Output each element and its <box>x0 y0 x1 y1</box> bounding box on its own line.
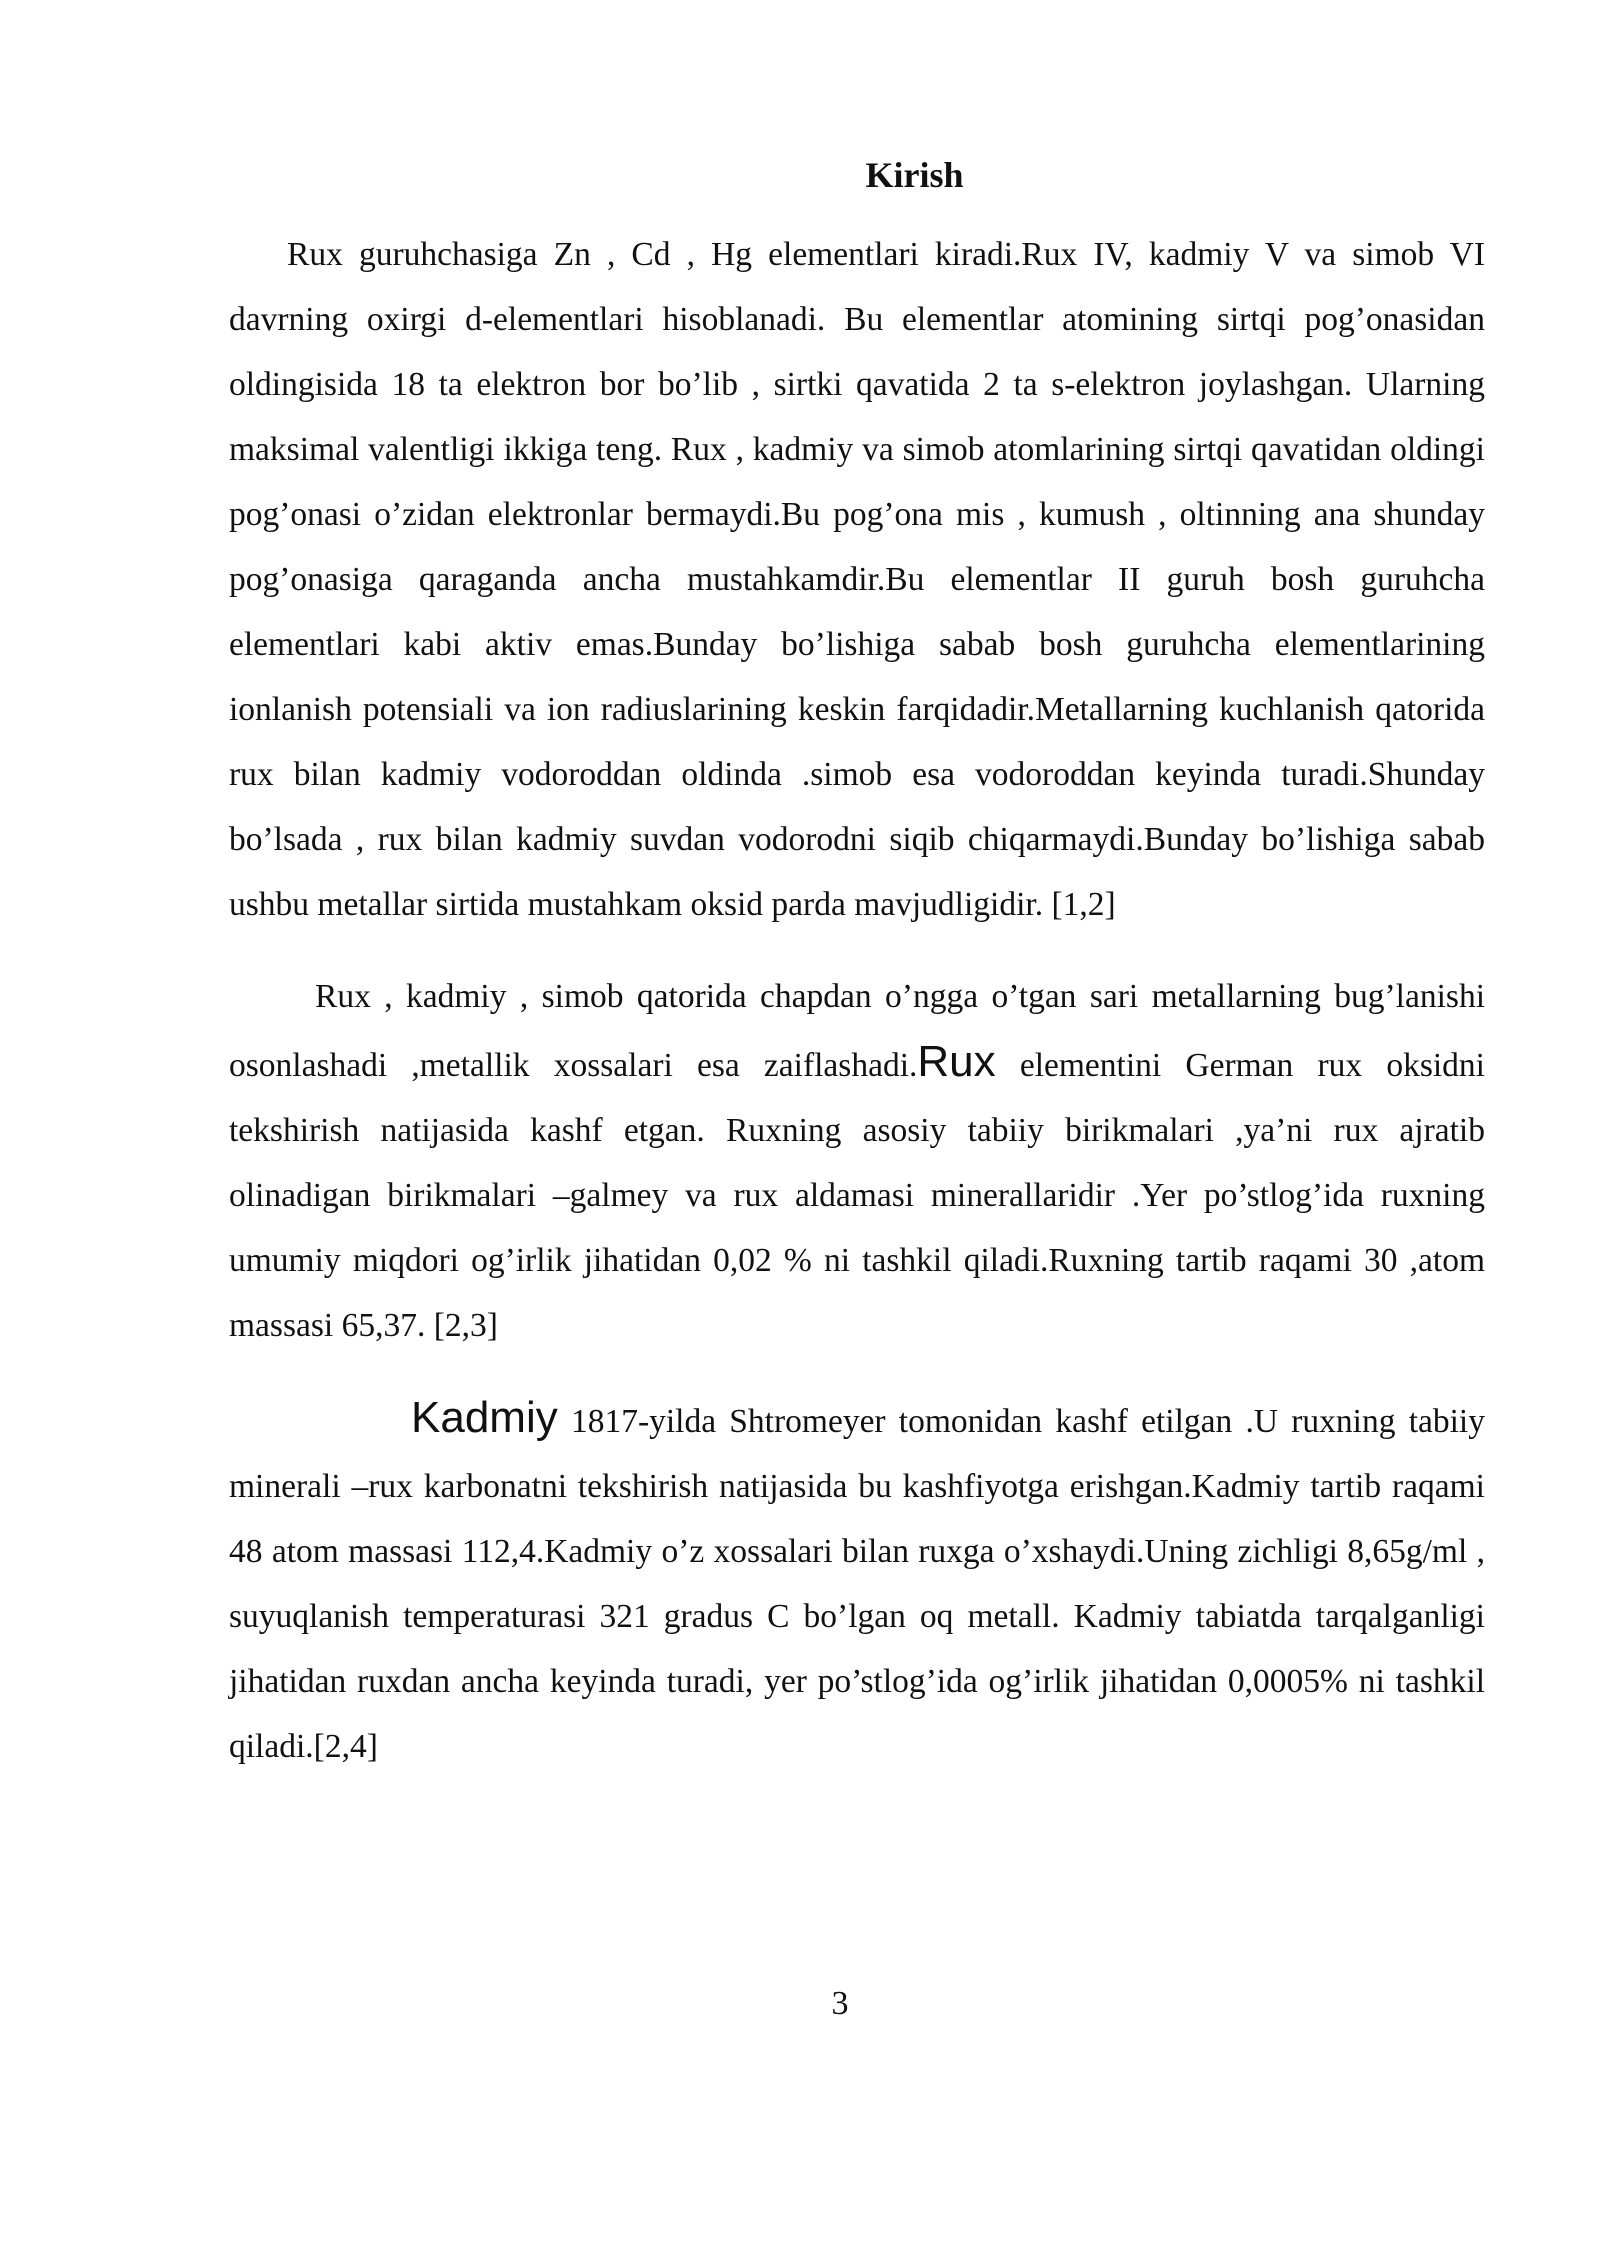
paragraph-cadmium-text: 1817-yilda Shtromeyer tomonidan kashf etilgan .U ruxning tabiiy minerali –rux karbonatni tekshirish natijasida bu kashfiyotga erishgan.Kadmiy tartib raqami 48 atom massasi 112,4.Kadmiy o’z xossalari bilan ruxga o’xshaydi.Uning zichligi 8,65g/ml , suyuqlanish temperaturasi 321 gradus C bo’lgan oq metall. Kadmiy tabiatda tarqalganligi jihatidan ruxdan ancha keyinda turadi, yer po’stlog’ida og’irlik jihatidan 0,0005% ni tashkil qiladi.[2,4] <box>229 1403 1485 1765</box>
paragraph-cadmium-big-word: Kadmiy <box>411 1393 558 1442</box>
page-number: 3 <box>831 1985 849 2022</box>
page-title: Kirish <box>865 155 964 195</box>
paragraph-zinc-text-end: elementini German rux oksidni tekshirish natijasida kashf etgan. Ruxning asosiy tabiiy birikmalari ,ya’ni rux ajratib olinadigan birikmalari –galmey va rux aldamasi minerallaridir .Yer po’stlog’ida ruxning umumiy miqdori og’irlik jihatidan 0,02 % ni tashkil qiladi.Ruxning tartib raqami 30 ,atom massasi 65,37. [2,3] <box>229 1047 1485 1344</box>
paragraph-zinc-text-start: Rux , kadmiy , simob qatorida chapdan o’ngga o’tgan sari metallarning bug’lanishi osonlashadi ,metallik xossalari esa zaiflashadi. <box>229 978 1485 1084</box>
paragraph-zinc-group: Rux guruhchasiga Zn , Cd , Hg elementlari kiradi.Rux IV, kadmiy V va simob VI davrning oxirgi d-elementlari hisoblanadi. Bu elementlar atomining sirtqi pog’onasidan oldingisida 18 ta elektron bor bo’lib , sirtki qavatida 2 ta s-elektron joylashgan. Ularning maksimal valentligi ikkiga teng. Rux , kadmiy va simob atomlarining sirtqi qavatidan oldingi pog’onasi o’zidan elektronlar bermaydi.Bu pog’ona mis , kumush , oltinning ana shunday pog’onasiga qaraganda ancha mustahkamdir.Bu elementlar II guruh bosh guruhcha elementlari kabi aktiv emas.Bunday bo’lishiga sabab bosh guruhcha elementlarining ionlanish potensiali va ion radiuslarining keskin farqidadir.Metallarning kuchlanish qatorida rux bilan kadmiy vodoroddan oldinda .simob esa vodoroddan keyinda turadi.Shunday bo’lsada , rux bilan kadmiy suvdan vodorodni siqib chiqarmaydi.Bunday bo’lishiga sabab ushbu metallar sirtida mustahkam oksid parda mavjudligidir. [1,2] <box>229 236 1485 923</box>
paragraph-cadmium <box>229 1385 1485 1779</box>
page-content <box>229 140 1485 1779</box>
paragraph-zinc-big-word: Rux <box>917 1037 996 1086</box>
paragraph-zinc <box>229 964 1485 1358</box>
